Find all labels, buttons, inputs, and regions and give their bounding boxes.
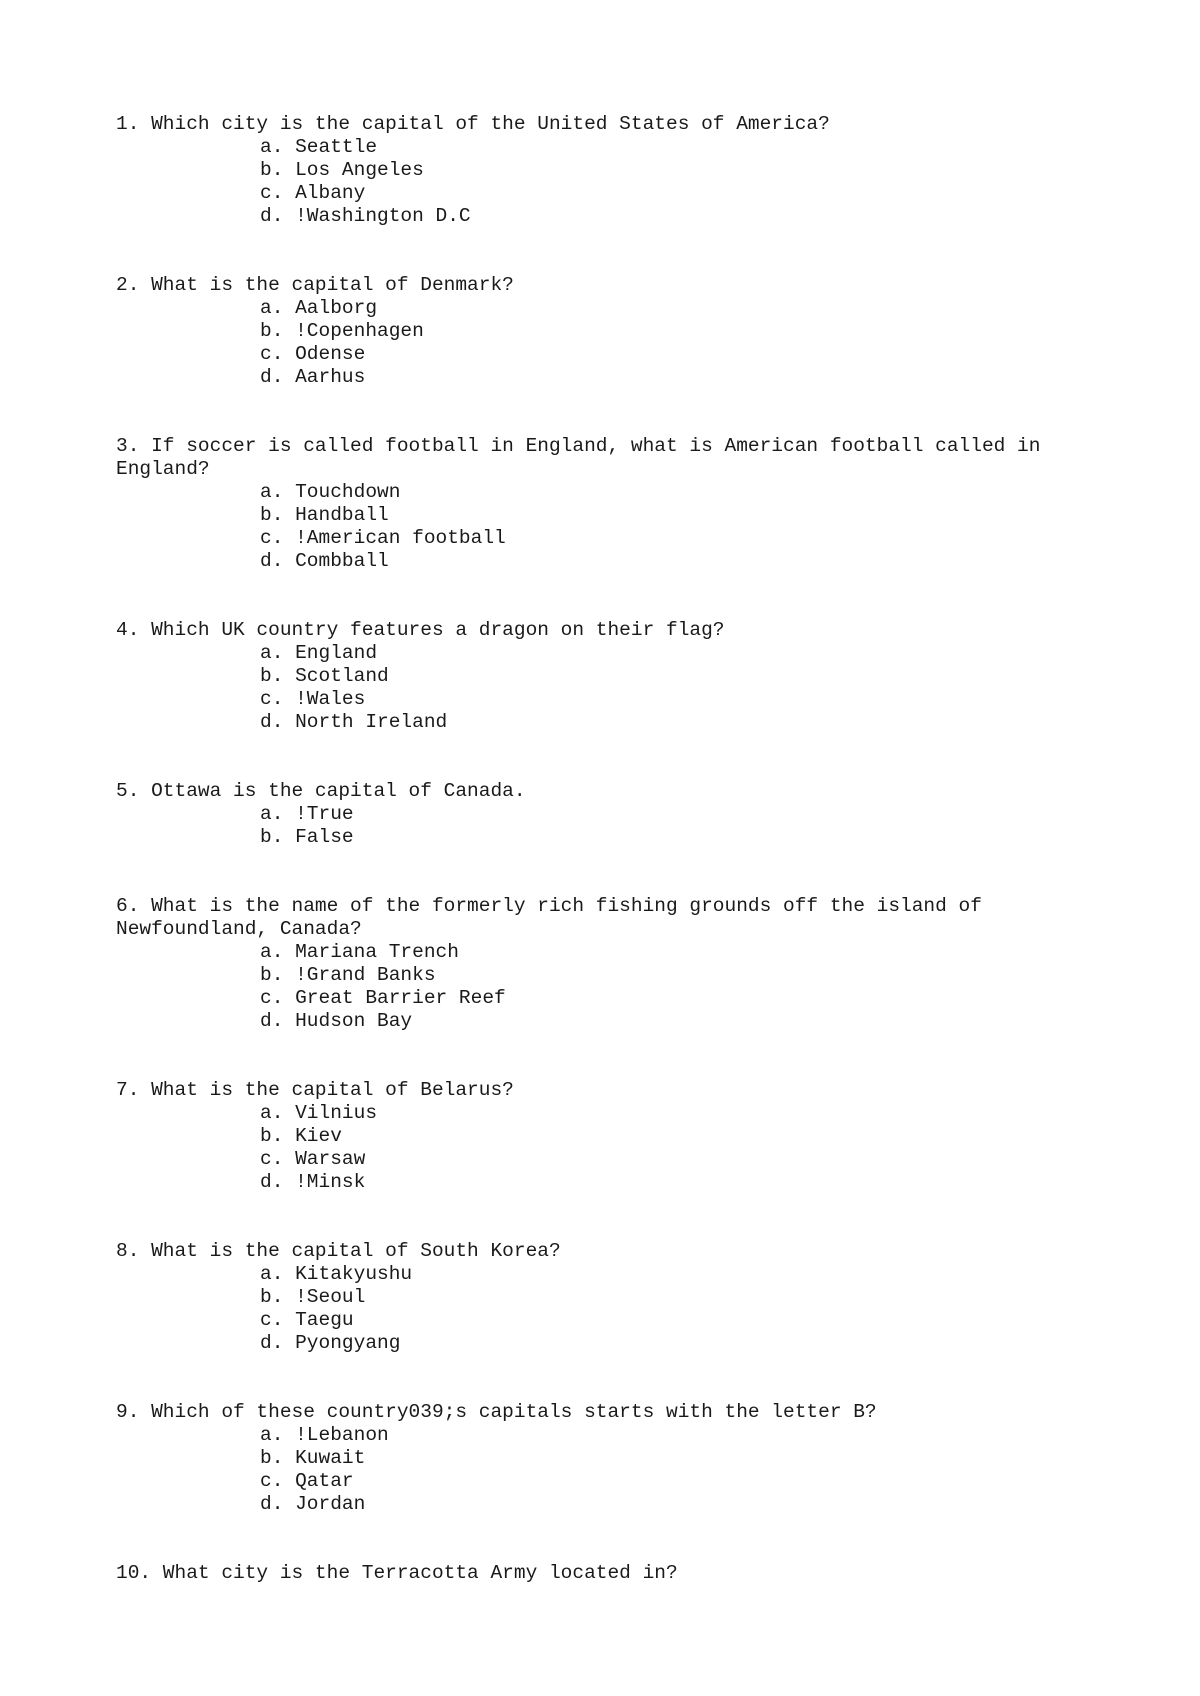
answer-option-c: c. Warsaw xyxy=(260,1148,366,1170)
question-text: 1. Which city is the capital of the United States of America? xyxy=(116,113,830,135)
question-5 xyxy=(116,780,1096,849)
answer-option-b: b. Kiev xyxy=(260,1125,342,1147)
answer-options xyxy=(116,803,1096,849)
question-9 xyxy=(116,1401,1096,1516)
question-3 xyxy=(116,435,1096,573)
question-text: 6. What is the name of the formerly rich fishing grounds off the island of Newfoundland, Canada? xyxy=(116,895,994,940)
question-7 xyxy=(116,1079,1096,1194)
answer-option-d: d. Combball xyxy=(260,550,389,572)
answer-option-d: d. Jordan xyxy=(260,1493,366,1515)
question-4 xyxy=(116,619,1096,734)
answer-options xyxy=(116,642,1096,734)
question-text: 5. Ottawa is the capital of Canada. xyxy=(116,780,526,802)
answer-option-d: d. Pyongyang xyxy=(260,1332,401,1354)
answer-option-a: a. Seattle xyxy=(260,136,378,158)
answer-option-b: b. False xyxy=(260,826,354,848)
answer-option-a: a. !True xyxy=(260,803,354,825)
question-text: 8. What is the capital of South Korea? xyxy=(116,1240,561,1262)
answer-option-a: a. Touchdown xyxy=(260,481,401,503)
answer-option-b: b. !Copenhagen xyxy=(260,320,424,342)
question-text: 10. What city is the Terracotta Army located in? xyxy=(116,1562,678,1584)
answer-option-d: d. !Washington D.C xyxy=(260,205,471,227)
answer-option-b: b. !Seoul xyxy=(260,1286,366,1308)
answer-option-b: b. Kuwait xyxy=(260,1447,366,1469)
question-text: 3. If soccer is called football in England, what is American football called in England? xyxy=(116,435,1053,480)
question-text: 7. What is the capital of Belarus? xyxy=(116,1079,514,1101)
answer-option-c: c. Great Barrier Reef xyxy=(260,987,506,1009)
answer-option-c: c. Qatar xyxy=(260,1470,354,1492)
answer-options xyxy=(116,481,1096,573)
question-10 xyxy=(116,1562,1096,1585)
answer-options xyxy=(116,136,1096,228)
answer-option-a: a. England xyxy=(260,642,378,664)
answer-options xyxy=(116,1424,1096,1516)
answer-option-c: c. Albany xyxy=(260,182,366,204)
answer-option-a: a. Aalborg xyxy=(260,297,378,319)
answer-options xyxy=(116,297,1096,389)
question-6 xyxy=(116,895,1096,1033)
question-2 xyxy=(116,274,1096,389)
answer-option-d: d. Hudson Bay xyxy=(260,1010,413,1032)
answer-option-c: c. Taegu xyxy=(260,1309,354,1331)
question-text: 9. Which of these country039;s capitals starts with the letter B? xyxy=(116,1401,877,1423)
question-1 xyxy=(116,113,1096,228)
question-8 xyxy=(116,1240,1096,1355)
answer-option-d: d. North Ireland xyxy=(260,711,448,733)
question-text: 2. What is the capital of Denmark? xyxy=(116,274,514,296)
answer-option-a: a. Kitakyushu xyxy=(260,1263,413,1285)
quiz-content xyxy=(116,113,1096,1631)
answer-option-d: d. !Minsk xyxy=(260,1171,366,1193)
answer-option-b: b. !Grand Banks xyxy=(260,964,436,986)
answer-option-b: b. Handball xyxy=(260,504,389,526)
answer-option-d: d. Aarhus xyxy=(260,366,366,388)
answer-option-c: c. Odense xyxy=(260,343,366,365)
answer-option-a: a. Vilnius xyxy=(260,1102,378,1124)
answer-option-c: c. !American football xyxy=(260,527,506,549)
answer-option-a: a. !Lebanon xyxy=(260,1424,389,1446)
answer-option-c: c. !Wales xyxy=(260,688,366,710)
answer-option-b: b. Scotland xyxy=(260,665,389,687)
answer-option-a: a. Mariana Trench xyxy=(260,941,459,963)
answer-options xyxy=(116,1263,1096,1355)
answer-option-b: b. Los Angeles xyxy=(260,159,424,181)
question-text: 4. Which UK country features a dragon on their flag? xyxy=(116,619,725,641)
answer-options xyxy=(116,1102,1096,1194)
answer-options xyxy=(116,941,1096,1033)
